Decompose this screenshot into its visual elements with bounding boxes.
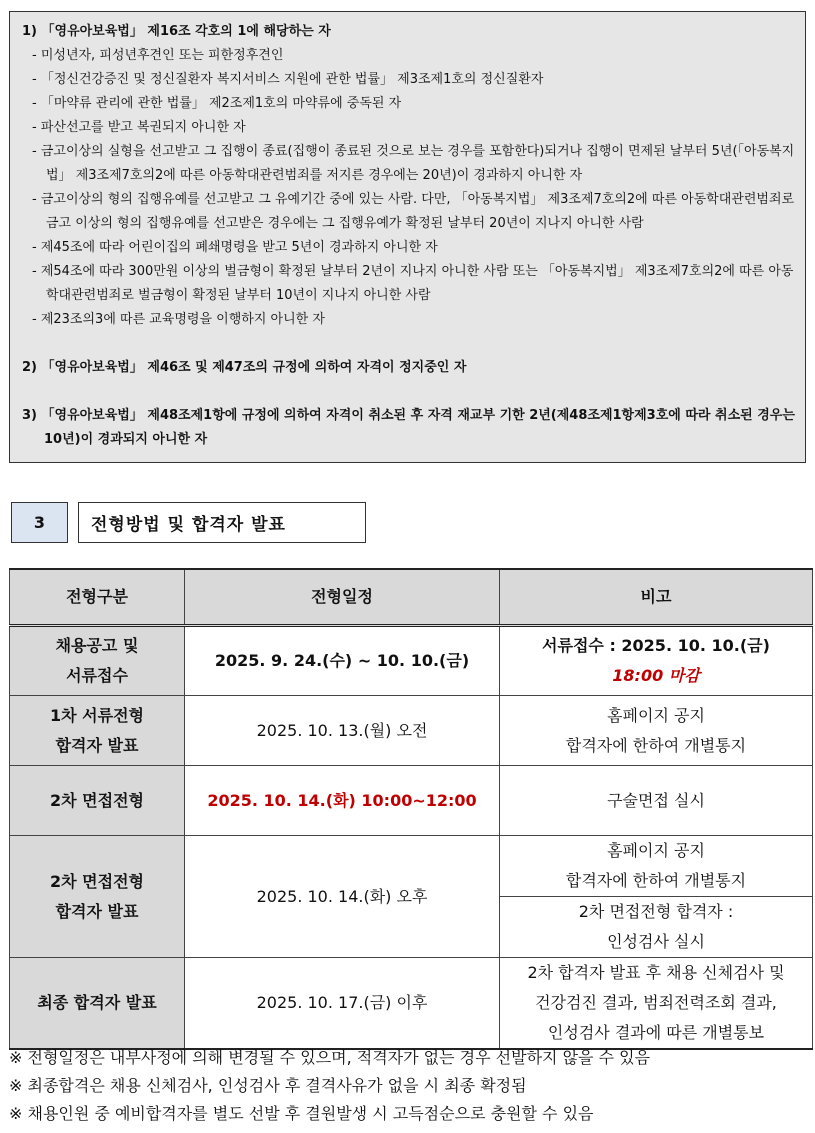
row-category: 2차 면접전형 — [10, 766, 185, 836]
row-note — [500, 626, 813, 696]
spacer — [22, 332, 795, 356]
item3-heading: 3) 「영유아보육법」 제48조제1항에 규정에 의하여 자격이 취소된 후 자격 재교부 기한 2년(제48조제1항제3호에 따라 취소된 경우는 10년)이 경과되지 아니한 자 — [22, 408, 795, 447]
list-item: - 「정신건강증진 및 정신질환자 복지서비스 지원에 관한 법률」 제3조제1호의 정신질환자 — [22, 68, 795, 92]
table-row — [10, 766, 813, 836]
row-category — [10, 696, 185, 766]
note-line: 서류접수 : 2025. 10. 10.(금) — [542, 636, 770, 655]
category-line: 서류접수 — [66, 666, 128, 685]
section-number: 3 — [11, 502, 68, 543]
table-row — [10, 696, 813, 766]
row-category: 최종 합격자 발표 — [10, 958, 185, 1050]
row-category — [10, 836, 185, 958]
list-item: - 금고이상의 실형을 선고받고 그 집행이 종료(집행이 종료된 것으로 보는 경우를 포함한다)되거나 집행이 면제된 날부터 5년(「아동복지법」 제3조제7호의2에 따른 아동학대관련범죄를 저지른 경우에는 20년)이 경과하지 아니한 자 — [22, 140, 795, 188]
footnote: ※ 최종합격은 채용 신체검사, 인성검사 후 결격사유가 없을 시 최종 확정됨 — [9, 1076, 527, 1095]
item2-heading: 2) 「영유아보육법」 제46조 및 제47조의 규정에 의하여 자격이 정지중인 자 — [22, 360, 467, 375]
footnotes — [9, 1044, 809, 1128]
item1-bullet-list — [22, 44, 795, 332]
table-row — [10, 836, 813, 897]
row-note — [500, 836, 813, 897]
list-item: - 금고이상의 형의 집행유예를 선고받고 그 유예기간 중에 있는 사람. 다만, 「아동복지법」 제3조제7호의2에 따른 아동학대관련범죄로 금고 이상의 형의 집행유예를 선고받은 경우에는 그 집행유예가 확정된 날부터 20년이 지나지 아니한 사람 — [22, 188, 795, 236]
header-category: 전형구분 — [10, 569, 185, 626]
category-line: 합격자 발표 — [55, 901, 139, 921]
list-item: - 제54조에 따라 300만원 이상의 벌금형이 확정된 날부터 2년이 지나지 아니한 사람 또는 「아동복지법」 제3조제7호의2에 따른 아동학대관련범죄로 벌금형이 확정된 날부터 10년이 지나지 아니한 사람 — [22, 260, 795, 308]
table-row — [10, 626, 813, 696]
note-line: 인성검사 실시 — [607, 932, 705, 951]
note-line: 건강검진 결과, 범죄전력조회 결과, — [535, 993, 777, 1012]
row-date: 2025. 10. 13.(월) 오전 — [185, 696, 500, 766]
disqualification-box — [9, 11, 806, 463]
note-line: 홈페이지 공지 — [607, 841, 705, 860]
header-note: 비고 — [500, 569, 813, 626]
row-note: 구술면접 실시 — [500, 766, 813, 836]
schedule-table — [9, 568, 813, 1050]
category-line: 채용공고 및 — [55, 636, 139, 655]
list-item: - 제45조에 따라 어린이집의 폐쇄명령을 받고 5년이 경과하지 아니한 자 — [22, 236, 795, 260]
row-note — [500, 696, 813, 766]
note-line: 합격자에 한하여 개별통지 — [565, 735, 747, 755]
row-date: 2025. 10. 14.(화) 오후 — [185, 836, 500, 958]
list-item: - 미성년자, 피성년후견인 또는 피한정후견인 — [22, 44, 795, 68]
note-line: 인성검사 결과에 따른 개별통보 — [547, 1023, 765, 1042]
row-date: 2025. 9. 24.(수) ~ 10. 10.(금) — [185, 626, 500, 696]
section-title: 전형방법 및 합격자 발표 — [78, 502, 366, 543]
row-date: 2025. 10. 17.(금) 이후 — [185, 958, 500, 1050]
item1-heading: 1) 「영유아보육법」 제16조 각호의 1에 해당하는 자 — [22, 24, 331, 39]
row-note — [500, 897, 813, 958]
row-note — [500, 958, 813, 1050]
category-line: 합격자 발표 — [55, 735, 139, 755]
note-line: 2차 합격자 발표 후 채용 신체검사 및 — [527, 963, 785, 982]
spacer — [22, 380, 795, 404]
list-item: - 제23조의3에 따른 교육명령을 이행하지 아니한 자 — [22, 308, 795, 332]
note-line: 2차 면접전형 합격자 : — [578, 902, 734, 921]
list-item: - 「마약류 관리에 관한 법률」 제2조제1호의 마약류에 중독된 자 — [22, 92, 795, 116]
table-header-row — [10, 569, 813, 626]
row-date: 2025. 10. 14.(화) 10:00~12:00 — [185, 766, 500, 836]
header-schedule: 전형일정 — [185, 569, 500, 626]
deadline-note: 18:00 마감 — [612, 666, 700, 685]
footnote: ※ 채용인원 중 예비합격자를 별도 선발 후 결원발생 시 고득점순으로 충원할 수 있음 — [9, 1104, 594, 1123]
list-item: - 파산선고를 받고 복권되지 아니한 자 — [22, 116, 795, 140]
category-line: 2차 면접전형 — [50, 871, 144, 891]
category-line: 1차 서류전형 — [50, 705, 144, 725]
footnote: ※ 전형일정은 내부사정에 의해 변경될 수 있으며, 적격자가 없는 경우 선발하지 않을 수 있음 — [9, 1048, 651, 1067]
table-row — [10, 958, 813, 1050]
row-category — [10, 626, 185, 696]
note-line: 합격자에 한하여 개별통지 — [565, 871, 747, 890]
note-line: 홈페이지 공지 — [607, 705, 705, 725]
